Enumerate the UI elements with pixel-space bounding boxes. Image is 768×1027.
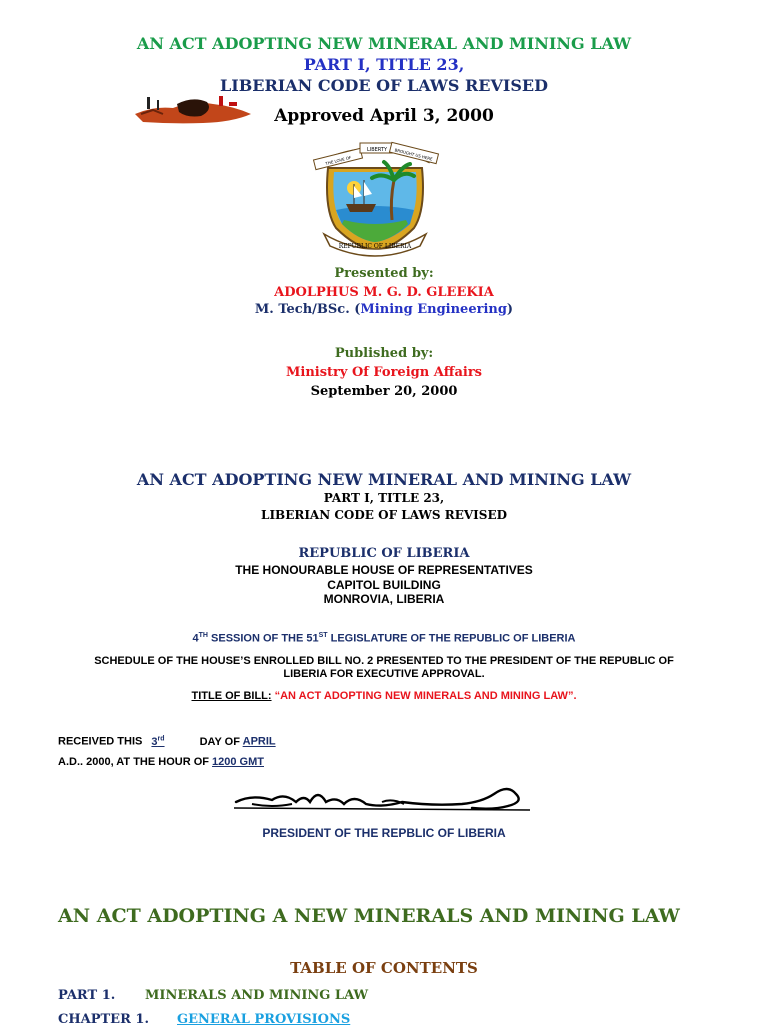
- toc-part-label: PART 1.: [58, 988, 116, 1003]
- title-close-quote: ”.: [567, 690, 577, 702]
- degree-suffix: ): [506, 302, 514, 317]
- capitol-building: CAPITOL BUILDING: [327, 578, 441, 592]
- session-sup: TH: [198, 632, 208, 639]
- president-signature: [232, 780, 532, 820]
- bill-title: AN ACT ADOPTING NEW MINERAL AND MINING LAW: [136, 470, 632, 489]
- session-mid: SESSION OF THE 51: [207, 632, 319, 645]
- seal-bottom: REPUBLIC OF LIBERIA: [338, 243, 412, 250]
- session-line: [0, 632, 768, 645]
- law-heading: AN ACT ADOPTING A NEW MINERALS AND MINING LAW: [58, 905, 680, 927]
- cover-part: PART I, TITLE 23,: [303, 55, 465, 74]
- received-line: [58, 735, 276, 748]
- ad-prefix: A.D.. 2000, AT THE HOUR OF: [58, 756, 209, 768]
- degree-field: Mining Engineering: [360, 302, 507, 317]
- bill-part: PART I, TITLE 23,: [323, 491, 445, 505]
- ad-hour: 1200 GMT: [212, 756, 264, 768]
- session-sup2: ST: [318, 632, 328, 639]
- received-mid: DAY OF: [199, 735, 240, 748]
- toc-part-row: [58, 988, 368, 1003]
- approved-date: Approved April 3, 2000: [274, 106, 494, 126]
- received-day: 3rd: [151, 735, 165, 748]
- toc-title: TABLE OF CONTENTS: [290, 959, 478, 977]
- degree-prefix: M. Tech/BSc. (: [254, 302, 361, 317]
- title-open-quote: “: [271, 690, 281, 702]
- schedule-line1: SCHEDULE OF THE HOUSE’S ENROLLED BILL NO. 2 PRESENTED TO THE PRESIDENT OF THE REPUBLIC OF: [94, 655, 674, 667]
- liberia-seal: [306, 140, 444, 260]
- bill-code: LIBERIAN CODE OF LAWS REVISED: [261, 508, 507, 522]
- title-of-bill-value: AN ACT ADOPTING NEW MINERALS AND MINING LAW: [280, 690, 568, 702]
- cover-code: LIBERIAN CODE OF LAWS REVISED: [220, 76, 548, 95]
- presenter-name: ADOLPHUS M. G. D. GLEEKIA: [274, 285, 494, 300]
- publisher: Ministry Of Foreign Affairs: [285, 365, 482, 380]
- seal-top-left: THE LOVE OF: [324, 154, 352, 167]
- cover-title: AN ACT ADOPTING NEW MINERAL AND MINING LAW: [136, 34, 632, 53]
- session-end: LEGISLATURE OF THE REPUBLIC OF LIBERIA: [327, 632, 576, 645]
- toc-chapter-label: CHAPTER 1.: [58, 1012, 149, 1027]
- house-name: THE HONOURABLE HOUSE OF REPRESENTATIVES: [235, 563, 533, 577]
- hour-line: [58, 756, 264, 768]
- session-num: 4: [192, 632, 199, 645]
- published-date: September 20, 2000: [310, 384, 458, 399]
- title-of-bill-label: TITLE OF BILL:: [191, 690, 272, 702]
- presented-label: Presented by:: [334, 266, 434, 281]
- city: MONROVIA, LIBERIA: [323, 592, 445, 606]
- toc-part-text: MINERALS AND MINING LAW: [145, 988, 369, 1003]
- title-of-bill: [0, 690, 768, 702]
- received-prefix: RECEIVED THIS: [58, 735, 143, 748]
- seal-top-center: LIBERTY: [366, 147, 388, 153]
- president-caption: PRESIDENT OF THE REPBLIC OF LIBERIA: [262, 826, 506, 840]
- republic-heading: REPUBLIC OF LIBERIA: [298, 546, 470, 561]
- toc-chapter-link[interactable]: GENERAL PROVISIONS: [177, 1012, 351, 1027]
- schedule-line2: LIBERIA FOR EXECUTIVE APPROVAL.: [283, 668, 485, 680]
- seal-top-right: BROUGHT US HERE: [394, 147, 434, 162]
- toc-chapter-row: [58, 1012, 350, 1027]
- published-label: Published by:: [334, 346, 434, 361]
- received-month: APRIL: [242, 735, 276, 748]
- presenter-degree: [0, 302, 768, 317]
